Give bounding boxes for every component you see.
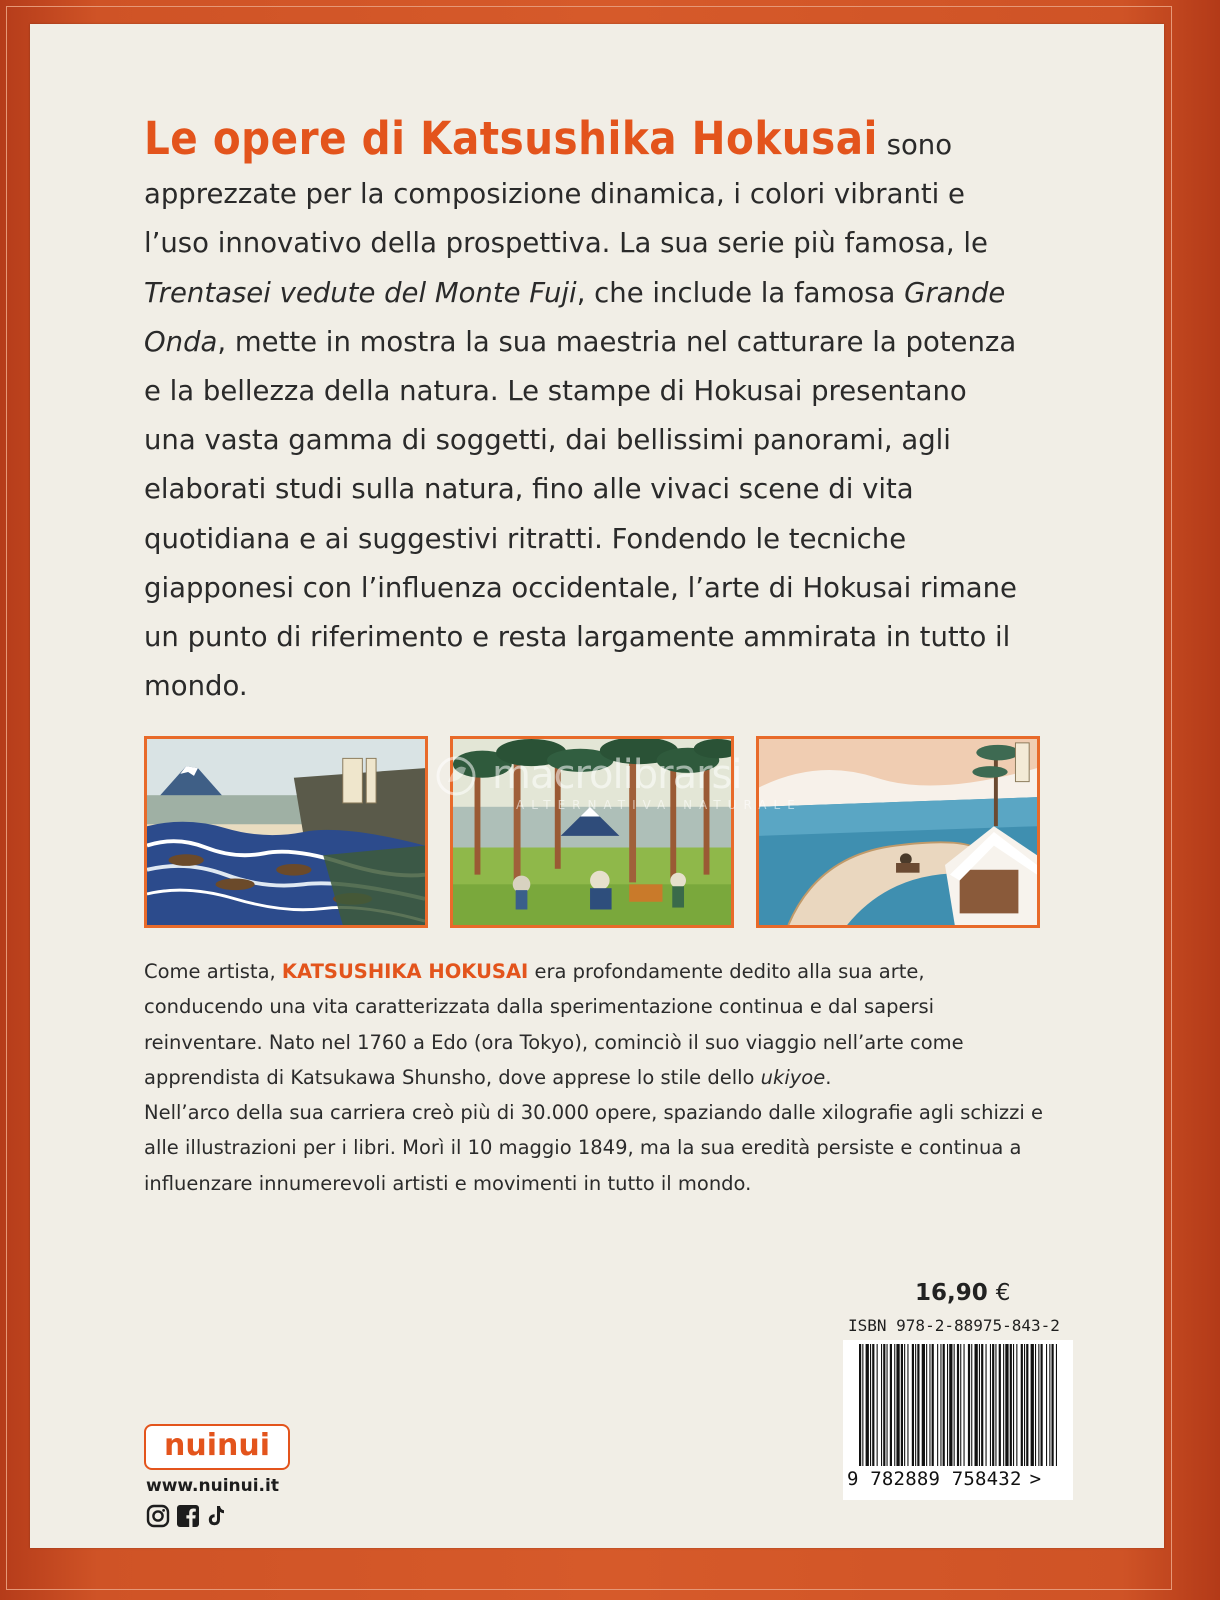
social-icons <box>146 1504 246 1530</box>
series-title: Trentasei vedute del Monte Fuji <box>144 276 577 309</box>
wave-title: Grande Onda <box>144 276 1006 358</box>
price-amount: 16,90 <box>915 1280 988 1306</box>
print-thumbnail-seascape <box>144 736 428 928</box>
headline-text-1: sono apprezzate per la composizione dinamica, i colori vibranti e l’uso innovativo della prospettiva. La sua serie più famosa, le <box>144 129 988 260</box>
headline-text-2: , che include la famosa <box>576 276 905 309</box>
bio-artist-name: KATSUSHIKA HOKUSAI <box>281 960 529 983</box>
price <box>915 1280 1055 1306</box>
barcode-box <box>843 1340 1073 1500</box>
watermark <box>436 752 816 816</box>
seascape-illustration <box>147 739 425 925</box>
headline-paragraph <box>144 114 1024 711</box>
back-cover-page <box>30 24 1164 1548</box>
barcode-arrow: > <box>1029 1468 1042 1490</box>
headline-title: Le opere di Katsushika Hokusai <box>144 112 878 165</box>
bio-paragraph <box>144 954 1044 1201</box>
publisher-logo: nuinui <box>144 1424 290 1470</box>
bio-style-term: ukiyoe <box>760 1065 826 1089</box>
barcode-digits: 9 782889 758432 <box>847 1468 1022 1490</box>
publisher-url[interactable]: www.nuinui.it <box>146 1476 279 1496</box>
headline-text-3: , mette in mostra la sua maestria nel catturare la potenza e la bellezza della natura. Le stampe di Hokusai presentano una vasta gamma di soggetti, dai bellissimi panorami, agli elaborati studi sulla natura, fino alle vivaci scene di vita quotidiana e ai suggestivi ritratti. Fondendo le tecniche giapponesi con l’influenza occidentale, l’arte di Hokusai rimane un punto di riferimento e resta largamente ammirata in tutto il mondo. <box>144 325 1017 703</box>
bio-text-2: . <box>825 1065 832 1089</box>
barcode-digits-row <box>847 1468 1071 1490</box>
bio-intro: Come artista, <box>144 960 282 983</box>
instagram-icon[interactable] <box>146 1504 170 1528</box>
bio-text-1: era profondamente dedito alla sua arte, conducendo una vita caratterizzata dalla sperimentazione continua e dal sapersi reinventare. Nato nel 1760 a Edo (ora Tokyo), cominciò il suo viaggio nell’arte come apprendista di Katsukawa Shunsho, dove apprese lo stile dello <box>144 960 964 1089</box>
bio-text-3: Nell’arco della sua carriera creò più di 30.000 opere, spaziando dalle xilografie agli schizzi e alle illustrazioni per i libri. Morì il 10 maggio 1849, ma la sua eredità persiste e continua a influenzare innumerevoli artisti e movimenti in tutto il mondo. <box>144 1101 1044 1195</box>
tiktok-icon[interactable] <box>204 1504 228 1528</box>
price-currency: € <box>995 1280 1011 1306</box>
barcode <box>857 1344 1059 1466</box>
watermark-tagline: ALTERNATIVA NATURALE <box>516 798 802 812</box>
facebook-icon[interactable] <box>176 1504 200 1528</box>
watermark-brand: macrolibrarsi <box>492 752 742 798</box>
isbn-label: ISBN 978-2-88975-843-2 <box>848 1316 1060 1335</box>
watermark-leaf-icon <box>436 756 476 796</box>
